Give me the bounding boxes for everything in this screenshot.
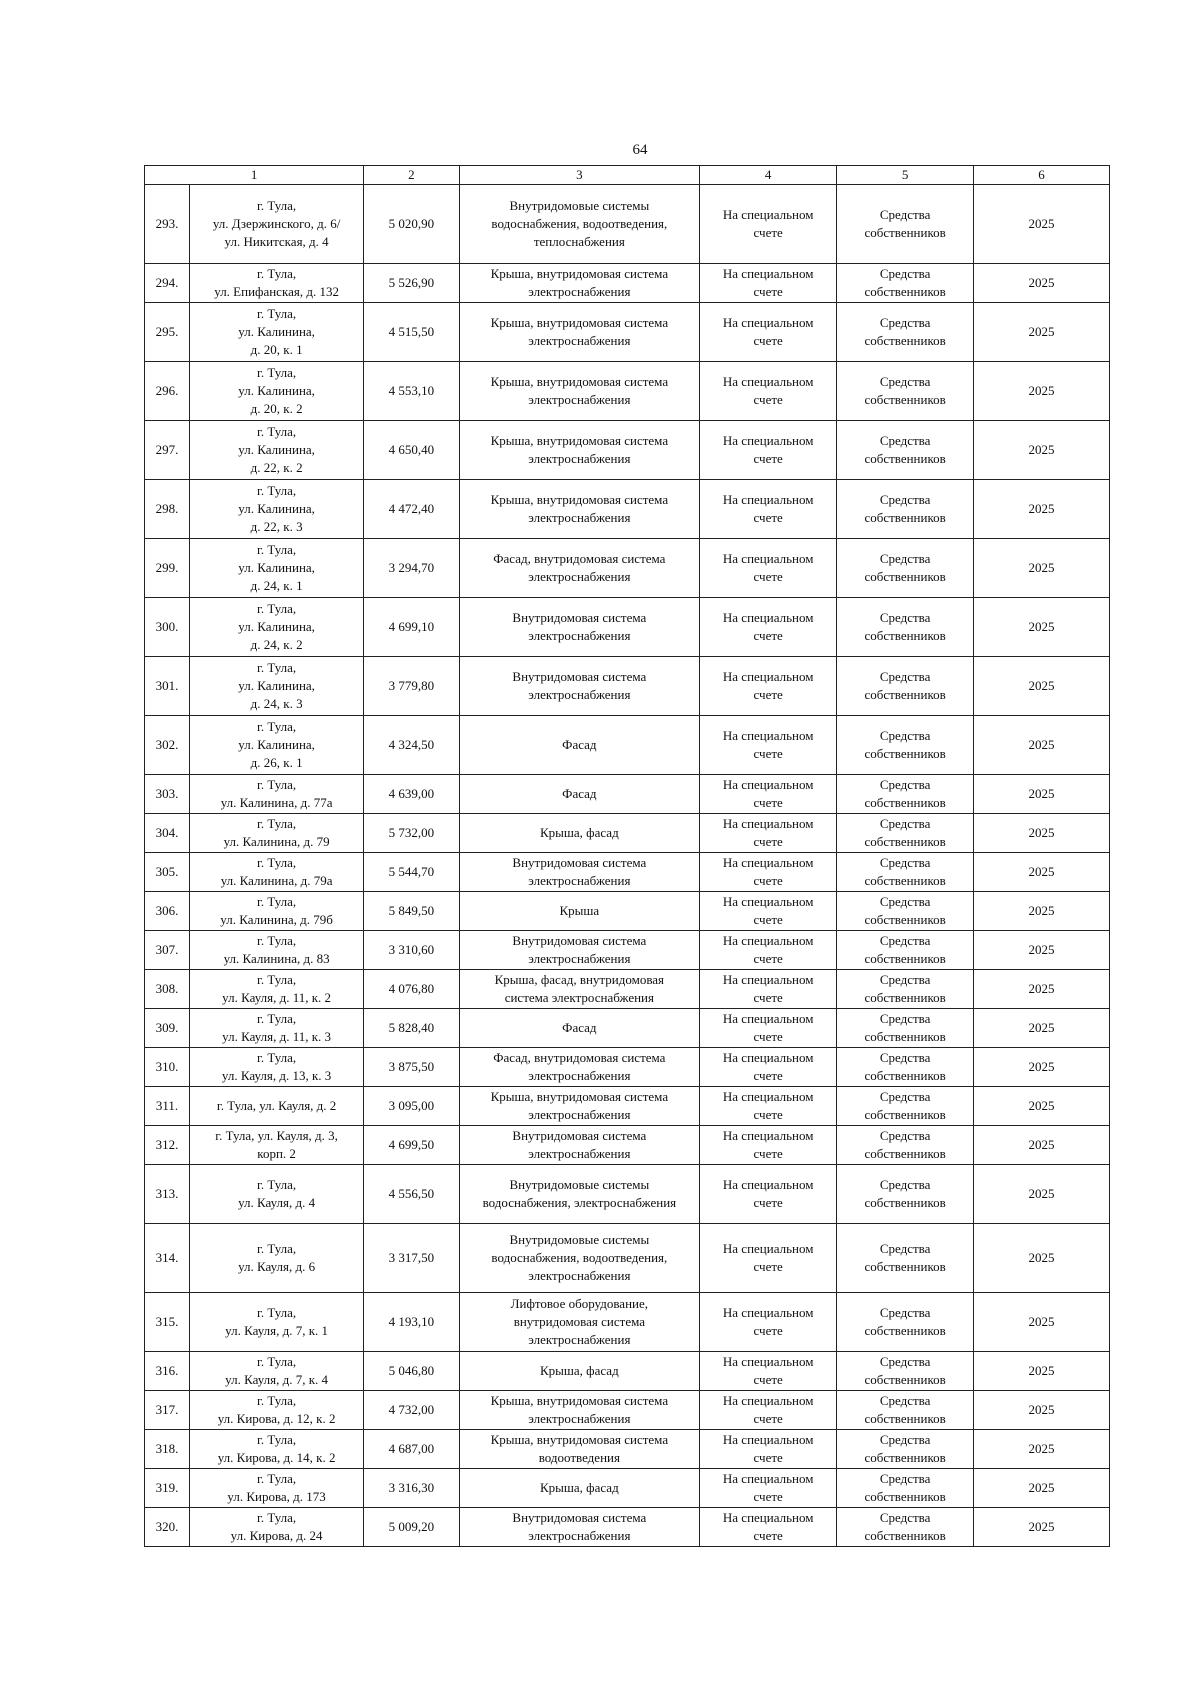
works-cell: Фасад bbox=[459, 716, 700, 775]
column-header-4: 4 bbox=[700, 166, 837, 185]
account-cell: На специальном счете bbox=[700, 264, 837, 303]
address-cell: г. Тула, ул. Калинина, д. 24, к. 3 bbox=[189, 657, 363, 716]
address-cell: г. Тула, ул. Калинина, д. 79 bbox=[189, 814, 363, 853]
column-header-5: 5 bbox=[837, 166, 974, 185]
account-cell: На специальном счете bbox=[700, 1508, 837, 1547]
funding-source-cell: Средства собственников bbox=[837, 303, 974, 362]
cost-cell: 5 020,90 bbox=[364, 185, 459, 264]
row-number-cell: 315. bbox=[145, 1293, 190, 1352]
cost-cell: 5 526,90 bbox=[364, 264, 459, 303]
cost-cell: 5 849,50 bbox=[364, 892, 459, 931]
account-cell: На специальном счете bbox=[700, 1469, 837, 1508]
cost-cell: 3 095,00 bbox=[364, 1087, 459, 1126]
address-cell: г. Тула, ул. Калинина, д. 20, к. 1 bbox=[189, 303, 363, 362]
row-number-cell: 307. bbox=[145, 931, 190, 970]
cost-cell: 4 556,50 bbox=[364, 1165, 459, 1224]
row-number-cell: 295. bbox=[145, 303, 190, 362]
table-row bbox=[145, 1087, 1110, 1126]
table-row bbox=[145, 1430, 1110, 1469]
cost-cell: 4 076,80 bbox=[364, 970, 459, 1009]
cost-cell: 3 310,60 bbox=[364, 931, 459, 970]
works-cell: Внутридомовая система электроснабжения bbox=[459, 931, 700, 970]
row-number-cell: 302. bbox=[145, 716, 190, 775]
funding-source-cell: Средства собственников bbox=[837, 657, 974, 716]
funding-source-cell: Средства собственников bbox=[837, 970, 974, 1009]
row-number-cell: 303. bbox=[145, 775, 190, 814]
column-header-1: 1 bbox=[145, 166, 364, 185]
funding-source-cell: Средства собственников bbox=[837, 716, 974, 775]
address-cell: г. Тула, ул. Калинина, д. 79а bbox=[189, 853, 363, 892]
row-number-cell: 305. bbox=[145, 853, 190, 892]
cost-cell: 4 324,50 bbox=[364, 716, 459, 775]
cost-cell: 3 779,80 bbox=[364, 657, 459, 716]
row-number-cell: 320. bbox=[145, 1508, 190, 1547]
row-number-cell: 317. bbox=[145, 1391, 190, 1430]
address-cell: г. Тула, ул. Калинина, д. 77а bbox=[189, 775, 363, 814]
year-cell: 2025 bbox=[974, 1009, 1110, 1048]
year-cell: 2025 bbox=[974, 421, 1110, 480]
table-row bbox=[145, 970, 1110, 1009]
funding-source-cell: Средства собственников bbox=[837, 598, 974, 657]
account-cell: На специальном счете bbox=[700, 775, 837, 814]
works-cell: Крыша, внутридомовая система электроснабжения bbox=[459, 1391, 700, 1430]
funding-source-cell: Средства собственников bbox=[837, 931, 974, 970]
column-header-2: 2 bbox=[364, 166, 459, 185]
address-cell: г. Тула, ул. Кауля, д. 4 bbox=[189, 1165, 363, 1224]
funding-source-cell: Средства собственников bbox=[837, 1048, 974, 1087]
year-cell: 2025 bbox=[974, 1126, 1110, 1165]
account-cell: На специальном счете bbox=[700, 716, 837, 775]
row-number-cell: 298. bbox=[145, 480, 190, 539]
address-cell: г. Тула, ул. Кауля, д. 7, к. 4 bbox=[189, 1352, 363, 1391]
works-cell: Внутридомовая система электроснабжения bbox=[459, 1126, 700, 1165]
account-cell: На специальном счете bbox=[700, 1430, 837, 1469]
year-cell: 2025 bbox=[974, 1048, 1110, 1087]
works-cell: Крыша, фасад bbox=[459, 814, 700, 853]
row-number-cell: 318. bbox=[145, 1430, 190, 1469]
year-cell: 2025 bbox=[974, 1508, 1110, 1547]
year-cell: 2025 bbox=[974, 1391, 1110, 1430]
row-number-cell: 299. bbox=[145, 539, 190, 598]
funding-source-cell: Средства собственников bbox=[837, 1126, 974, 1165]
works-cell: Внутридомовая система электроснабжения bbox=[459, 853, 700, 892]
year-cell: 2025 bbox=[974, 264, 1110, 303]
table-row bbox=[145, 775, 1110, 814]
account-cell: На специальном счете bbox=[700, 1048, 837, 1087]
works-cell: Крыша, внутридомовая система водоотведения bbox=[459, 1430, 700, 1469]
table-row bbox=[145, 1165, 1110, 1224]
account-cell: На специальном счете bbox=[700, 931, 837, 970]
account-cell: На специальном счете bbox=[700, 814, 837, 853]
column-header-3: 3 bbox=[459, 166, 700, 185]
funding-source-cell: Средства собственников bbox=[837, 814, 974, 853]
year-cell: 2025 bbox=[974, 931, 1110, 970]
row-number-cell: 310. bbox=[145, 1048, 190, 1087]
repair-program-table bbox=[144, 165, 1110, 1547]
works-cell: Внутридомовая система электроснабжения bbox=[459, 657, 700, 716]
address-cell: г. Тула, ул. Кирова, д. 173 bbox=[189, 1469, 363, 1508]
account-cell: На специальном счете bbox=[700, 1352, 837, 1391]
year-cell: 2025 bbox=[974, 657, 1110, 716]
table-row bbox=[145, 1469, 1110, 1508]
table-row bbox=[145, 362, 1110, 421]
funding-source-cell: Средства собственников bbox=[837, 264, 974, 303]
table-header bbox=[145, 166, 1110, 185]
year-cell: 2025 bbox=[974, 598, 1110, 657]
cost-cell: 4 699,50 bbox=[364, 1126, 459, 1165]
cost-cell: 4 687,00 bbox=[364, 1430, 459, 1469]
row-number-cell: 301. bbox=[145, 657, 190, 716]
cost-cell: 3 317,50 bbox=[364, 1224, 459, 1293]
works-cell: Внутридомовая система электроснабжения bbox=[459, 1508, 700, 1547]
works-cell: Крыша, внутридомовая система электроснабжения bbox=[459, 264, 700, 303]
row-number-cell: 313. bbox=[145, 1165, 190, 1224]
account-cell: На специальном счете bbox=[700, 598, 837, 657]
table-row bbox=[145, 1224, 1110, 1293]
table-row bbox=[145, 480, 1110, 539]
row-number-cell: 294. bbox=[145, 264, 190, 303]
works-cell: Внутридомовые системы водоснабжения, водоотведения, теплоснабжения bbox=[459, 185, 700, 264]
works-cell: Крыша bbox=[459, 892, 700, 931]
cost-cell: 4 472,40 bbox=[364, 480, 459, 539]
row-number-cell: 293. bbox=[145, 185, 190, 264]
table-row bbox=[145, 1126, 1110, 1165]
address-cell: г. Тула, ул. Кауля, д. 11, к. 3 bbox=[189, 1009, 363, 1048]
address-cell: г. Тула, ул. Калинина, д. 22, к. 2 bbox=[189, 421, 363, 480]
table-row bbox=[145, 1009, 1110, 1048]
account-cell: На специальном счете bbox=[700, 853, 837, 892]
address-cell: г. Тула, ул. Калинина, д. 83 bbox=[189, 931, 363, 970]
address-cell: г. Тула, ул. Кауля, д. 3, корп. 2 bbox=[189, 1126, 363, 1165]
row-number-cell: 311. bbox=[145, 1087, 190, 1126]
funding-source-cell: Средства собственников bbox=[837, 1087, 974, 1126]
funding-source-cell: Средства собственников bbox=[837, 480, 974, 539]
row-number-cell: 319. bbox=[145, 1469, 190, 1508]
page-number: 64 bbox=[632, 142, 648, 158]
works-cell: Фасад, внутридомовая система электроснабжения bbox=[459, 539, 700, 598]
year-cell: 2025 bbox=[974, 1352, 1110, 1391]
table-row bbox=[145, 539, 1110, 598]
year-cell: 2025 bbox=[974, 1165, 1110, 1224]
cost-cell: 3 294,70 bbox=[364, 539, 459, 598]
year-cell: 2025 bbox=[974, 1469, 1110, 1508]
funding-source-cell: Средства собственников bbox=[837, 1352, 974, 1391]
address-cell: г. Тула, ул. Кауля, д. 6 bbox=[189, 1224, 363, 1293]
account-cell: На специальном счете bbox=[700, 1293, 837, 1352]
table-body bbox=[145, 185, 1110, 1547]
row-number-cell: 296. bbox=[145, 362, 190, 421]
cost-cell: 3 875,50 bbox=[364, 1048, 459, 1087]
account-cell: На специальном счете bbox=[700, 362, 837, 421]
funding-source-cell: Средства собственников bbox=[837, 1508, 974, 1547]
funding-source-cell: Средства собственников bbox=[837, 1430, 974, 1469]
cost-cell: 5 544,70 bbox=[364, 853, 459, 892]
year-cell: 2025 bbox=[974, 1430, 1110, 1469]
funding-source-cell: Средства собственников bbox=[837, 1009, 974, 1048]
table-row bbox=[145, 303, 1110, 362]
address-cell: г. Тула, ул. Калинина, д. 22, к. 3 bbox=[189, 480, 363, 539]
account-cell: На специальном счете bbox=[700, 892, 837, 931]
address-cell: г. Тула, ул. Кирова, д. 12, к. 2 bbox=[189, 1391, 363, 1430]
table-row bbox=[145, 892, 1110, 931]
account-cell: На специальном счете bbox=[700, 970, 837, 1009]
funding-source-cell: Средства собственников bbox=[837, 539, 974, 598]
cost-cell: 4 553,10 bbox=[364, 362, 459, 421]
table-row bbox=[145, 185, 1110, 264]
account-cell: На специальном счете bbox=[700, 1391, 837, 1430]
year-cell: 2025 bbox=[974, 480, 1110, 539]
address-cell: г. Тула, ул. Кирова, д. 14, к. 2 bbox=[189, 1430, 363, 1469]
funding-source-cell: Средства собственников bbox=[837, 1293, 974, 1352]
year-cell: 2025 bbox=[974, 716, 1110, 775]
row-number-cell: 297. bbox=[145, 421, 190, 480]
table-row bbox=[145, 264, 1110, 303]
column-header-6: 6 bbox=[974, 166, 1110, 185]
table-row bbox=[145, 1352, 1110, 1391]
table-row bbox=[145, 716, 1110, 775]
funding-source-cell: Средства собственников bbox=[837, 853, 974, 892]
table-row bbox=[145, 814, 1110, 853]
year-cell: 2025 bbox=[974, 1224, 1110, 1293]
row-number-cell: 312. bbox=[145, 1126, 190, 1165]
year-cell: 2025 bbox=[974, 1293, 1110, 1352]
works-cell: Фасад, внутридомовая система электроснабжения bbox=[459, 1048, 700, 1087]
column-number-row bbox=[145, 166, 1110, 185]
address-cell: г. Тула, ул. Калинина, д. 79б bbox=[189, 892, 363, 931]
row-number-cell: 308. bbox=[145, 970, 190, 1009]
table-row bbox=[145, 1391, 1110, 1430]
works-cell: Крыша, внутридомовая система электроснабжения bbox=[459, 303, 700, 362]
account-cell: На специальном счете bbox=[700, 480, 837, 539]
works-cell: Крыша, фасад bbox=[459, 1352, 700, 1391]
account-cell: На специальном счете bbox=[700, 539, 837, 598]
year-cell: 2025 bbox=[974, 185, 1110, 264]
cost-cell: 4 193,10 bbox=[364, 1293, 459, 1352]
works-cell: Крыша, фасад bbox=[459, 1469, 700, 1508]
works-cell: Крыша, фасад, внутридомовая система электроснабжения bbox=[459, 970, 700, 1009]
table-row bbox=[145, 1508, 1110, 1547]
funding-source-cell: Средства собственников bbox=[837, 421, 974, 480]
address-cell: г. Тула, ул. Кирова, д. 24 bbox=[189, 1508, 363, 1547]
works-cell: Внутридомовые системы водоснабжения, водоотведения, электроснабжения bbox=[459, 1224, 700, 1293]
funding-source-cell: Средства собственников bbox=[837, 775, 974, 814]
address-cell: г. Тула, ул. Дзержинского, д. 6/ ул. Никитская, д. 4 bbox=[189, 185, 363, 264]
address-cell: г. Тула, ул. Калинина, д. 26, к. 1 bbox=[189, 716, 363, 775]
row-number-cell: 314. bbox=[145, 1224, 190, 1293]
account-cell: На специальном счете bbox=[700, 1126, 837, 1165]
address-cell: г. Тула, ул. Кауля, д. 7, к. 1 bbox=[189, 1293, 363, 1352]
address-cell: г. Тула, ул. Калинина, д. 24, к. 2 bbox=[189, 598, 363, 657]
address-cell: г. Тула, ул. Епифанская, д. 132 bbox=[189, 264, 363, 303]
funding-source-cell: Средства собственников bbox=[837, 1469, 974, 1508]
funding-source-cell: Средства собственников bbox=[837, 1391, 974, 1430]
address-cell: г. Тула, ул. Калинина, д. 24, к. 1 bbox=[189, 539, 363, 598]
works-cell: Крыша, внутридомовая система электроснабжения bbox=[459, 421, 700, 480]
cost-cell: 3 316,30 bbox=[364, 1469, 459, 1508]
row-number-cell: 300. bbox=[145, 598, 190, 657]
account-cell: На специальном счете bbox=[700, 421, 837, 480]
works-cell: Внутридомовая система электроснабжения bbox=[459, 598, 700, 657]
account-cell: На специальном счете bbox=[700, 1087, 837, 1126]
table-row bbox=[145, 931, 1110, 970]
cost-cell: 5 009,20 bbox=[364, 1508, 459, 1547]
funding-source-cell: Средства собственников bbox=[837, 1224, 974, 1293]
account-cell: На специальном счете bbox=[700, 657, 837, 716]
year-cell: 2025 bbox=[974, 970, 1110, 1009]
table-row bbox=[145, 421, 1110, 480]
cost-cell: 4 639,00 bbox=[364, 775, 459, 814]
year-cell: 2025 bbox=[974, 853, 1110, 892]
works-cell: Крыша, внутридомовая система электроснабжения bbox=[459, 1087, 700, 1126]
year-cell: 2025 bbox=[974, 1087, 1110, 1126]
funding-source-cell: Средства собственников bbox=[837, 185, 974, 264]
account-cell: На специальном счете bbox=[700, 1165, 837, 1224]
works-cell: Лифтовое оборудование, внутридомовая система электроснабжения bbox=[459, 1293, 700, 1352]
cost-cell: 4 699,10 bbox=[364, 598, 459, 657]
address-cell: г. Тула, ул. Кауля, д. 13, к. 3 bbox=[189, 1048, 363, 1087]
cost-cell: 5 828,40 bbox=[364, 1009, 459, 1048]
table-row bbox=[145, 1048, 1110, 1087]
table-row bbox=[145, 853, 1110, 892]
works-cell: Фасад bbox=[459, 1009, 700, 1048]
table-row bbox=[145, 657, 1110, 716]
table-row bbox=[145, 598, 1110, 657]
works-cell: Крыша, внутридомовая система электроснабжения bbox=[459, 362, 700, 421]
address-cell: г. Тула, ул. Калинина, д. 20, к. 2 bbox=[189, 362, 363, 421]
cost-cell: 5 046,80 bbox=[364, 1352, 459, 1391]
table-row bbox=[145, 1293, 1110, 1352]
address-cell: г. Тула, ул. Кауля, д. 2 bbox=[189, 1087, 363, 1126]
year-cell: 2025 bbox=[974, 892, 1110, 931]
funding-source-cell: Средства собственников bbox=[837, 1165, 974, 1224]
cost-cell: 4 650,40 bbox=[364, 421, 459, 480]
cost-cell: 5 732,00 bbox=[364, 814, 459, 853]
works-cell: Крыша, внутридомовая система электроснабжения bbox=[459, 480, 700, 539]
funding-source-cell: Средства собственников bbox=[837, 362, 974, 421]
account-cell: На специальном счете bbox=[700, 1009, 837, 1048]
row-number-cell: 304. bbox=[145, 814, 190, 853]
year-cell: 2025 bbox=[974, 303, 1110, 362]
year-cell: 2025 bbox=[974, 539, 1110, 598]
year-cell: 2025 bbox=[974, 775, 1110, 814]
funding-source-cell: Средства собственников bbox=[837, 892, 974, 931]
row-number-cell: 309. bbox=[145, 1009, 190, 1048]
year-cell: 2025 bbox=[974, 814, 1110, 853]
account-cell: На специальном счете bbox=[700, 1224, 837, 1293]
account-cell: На специальном счете bbox=[700, 303, 837, 362]
address-cell: г. Тула, ул. Кауля, д. 11, к. 2 bbox=[189, 970, 363, 1009]
works-cell: Внутридомовые системы водоснабжения, электроснабжения bbox=[459, 1165, 700, 1224]
row-number-cell: 306. bbox=[145, 892, 190, 931]
works-cell: Фасад bbox=[459, 775, 700, 814]
row-number-cell: 316. bbox=[145, 1352, 190, 1391]
account-cell: На специальном счете bbox=[700, 185, 837, 264]
cost-cell: 4 515,50 bbox=[364, 303, 459, 362]
cost-cell: 4 732,00 bbox=[364, 1391, 459, 1430]
year-cell: 2025 bbox=[974, 362, 1110, 421]
